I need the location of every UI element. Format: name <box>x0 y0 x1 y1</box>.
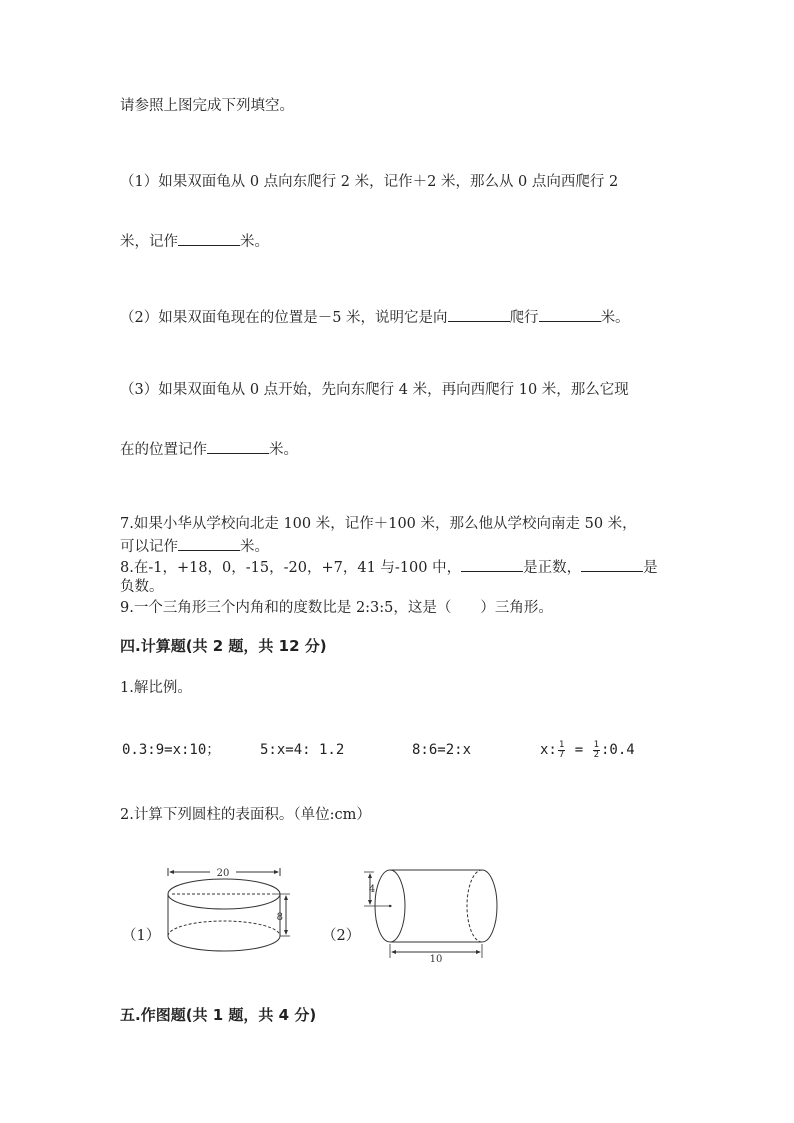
question-8-text: 8.在-1，+18，0，-15，-20，+7，41 与-100 中， <box>120 560 462 576</box>
answer-blank[interactable] <box>448 306 510 322</box>
figure-1-label: （1） <box>122 928 161 944</box>
question-8-line-1 <box>120 556 658 578</box>
answer-blank[interactable] <box>581 556 643 572</box>
fraction-denominator: 7 <box>558 749 565 760</box>
question-1-suffix: 米。 <box>240 234 269 250</box>
fraction-denominator: 2 <box>593 749 599 760</box>
question-7-suffix: 米。 <box>240 539 269 555</box>
equation-4 <box>540 740 635 760</box>
answer-blank[interactable] <box>461 556 523 572</box>
answer-blank[interactable] <box>178 535 240 551</box>
question-8-mid: 是正数， <box>523 560 582 576</box>
section-5-heading: 五.作图题(共 1 题，共 4 分) <box>120 1006 317 1024</box>
section-4-heading: 四.计算题(共 2 题，共 12 分) <box>120 637 327 655</box>
question-1-prefix: 米，记作 <box>120 234 178 250</box>
fraction <box>558 741 565 760</box>
answer-blank[interactable] <box>178 230 240 246</box>
fraction-numerator: 1 <box>558 739 565 750</box>
question-9: 9.一个三角形三个内角和的度数比是 2:3:5，这是（ ）三角形。 <box>120 600 553 616</box>
figure-2-label: （2） <box>322 928 361 944</box>
cylinder-figure-2 <box>362 862 502 962</box>
question-2 <box>120 306 630 328</box>
intro-text: 请参照上图完成下列填空。 <box>120 98 294 114</box>
question-2-suffix: 米。 <box>600 310 630 326</box>
equals-sign: = <box>566 742 592 758</box>
question-2-text: （2）如果双面龟现在的位置是－5 米，说明它是向 <box>120 310 448 326</box>
question-3-suffix: 米。 <box>269 442 298 458</box>
equation-1: 0.3:9=x:10； <box>122 742 221 758</box>
equation-2: 5:x=4: 1.2 <box>260 742 345 758</box>
question-8-end: 是 <box>643 560 658 576</box>
diameter-label: 20 <box>216 868 230 879</box>
calc-1-title: 1.解比例。 <box>120 680 192 696</box>
height-label: 8 <box>276 912 283 923</box>
equation-3: 8:6=2:x <box>412 742 472 758</box>
question-3-line-2 <box>120 438 298 460</box>
equation-4-lhs: x: <box>540 742 557 758</box>
question-3-line-1: （3）如果双面龟从 0 点开始，先向东爬行 4 米，再向西爬行 10 米，那么它现 <box>120 382 629 398</box>
cylinder-figure-1 <box>160 858 300 958</box>
question-2-mid: 爬行 <box>509 310 539 326</box>
answer-blank[interactable] <box>539 306 601 322</box>
question-1-line-1: （1）如果双面龟从 0 点向东爬行 2 米，记作＋2 米，那么从 0 点向西爬行 2 <box>120 174 619 190</box>
question-3-prefix: 在的位置记作 <box>120 442 207 458</box>
question-7-line-2 <box>120 535 269 557</box>
calc-2-title: 2.计算下列圆柱的表面积。（单位:cm） <box>120 807 371 823</box>
question-8-line-2: 负数。 <box>120 579 164 595</box>
answer-blank[interactable] <box>207 438 269 454</box>
question-1-line-2 <box>120 230 269 252</box>
question-7-prefix: 可以记作 <box>120 539 178 555</box>
length-label: 10 <box>429 954 443 962</box>
question-7-line-1: 7.如果小华从学校向北走 100 米，记作＋100 米，那么他从学校向南走 50 米， <box>120 516 637 532</box>
equation-4-rhs: :0.4 <box>601 742 635 758</box>
fraction-numerator: 1 <box>593 739 599 750</box>
fraction <box>593 741 600 760</box>
radius-label: 4 <box>368 884 376 895</box>
